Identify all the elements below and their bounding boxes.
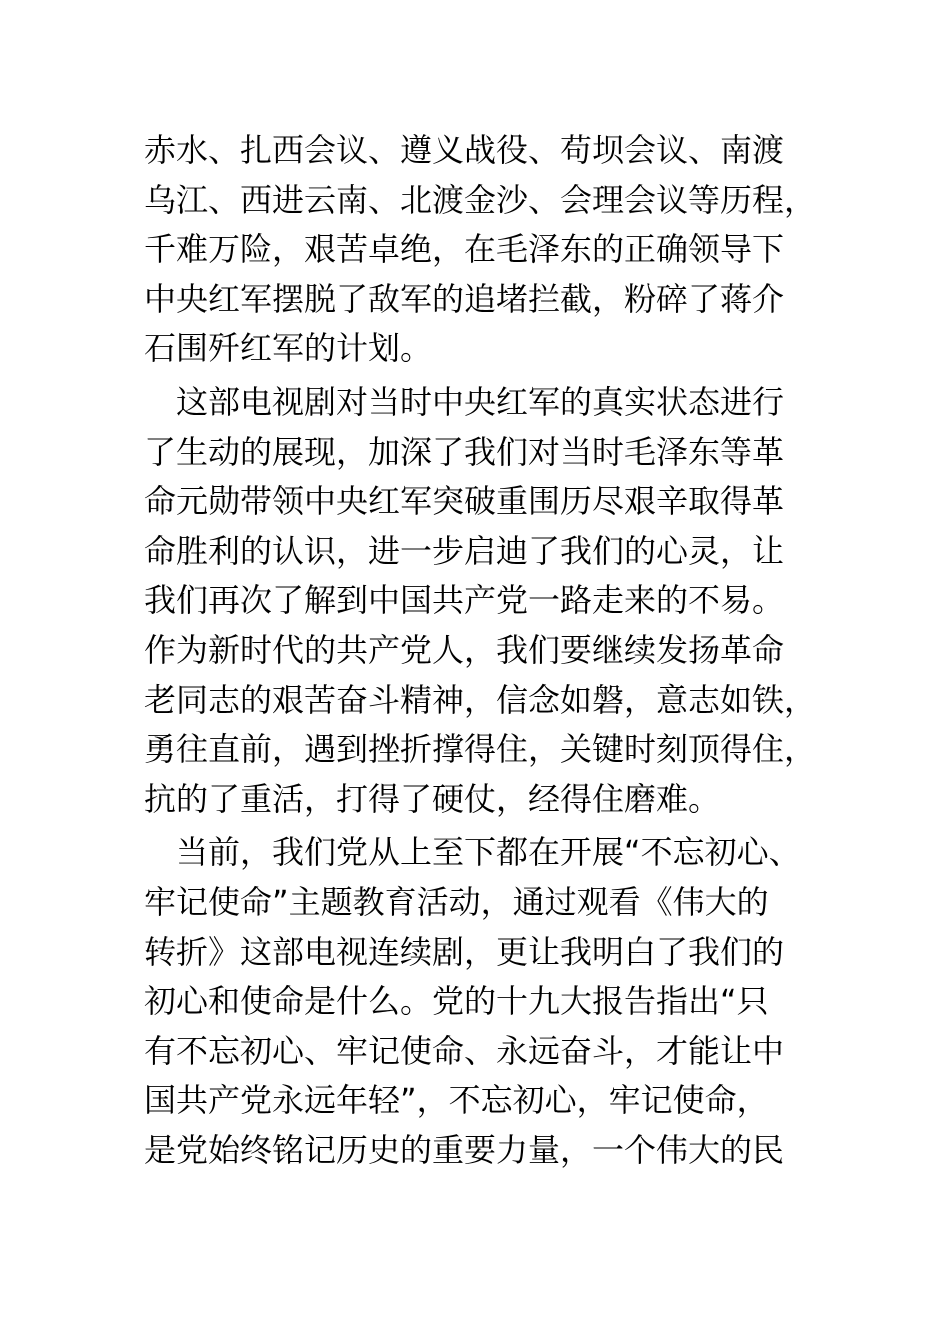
paragraph-2 xyxy=(144,378,817,824)
text-line: 当前，我们党从上至下都在开展“不忘初心、 xyxy=(144,833,801,872)
paragraph-1 xyxy=(144,126,817,374)
text-line: 是党始终铭记历史的重要力量，一个伟大的民 xyxy=(144,1130,785,1169)
paragraph-3 xyxy=(144,828,806,1175)
text-line: 了生动的展现，加深了我们对当时毛泽东等革 xyxy=(144,432,785,471)
text-line: 牢记使命”主题教育活动，通过观看《伟大的 xyxy=(144,882,769,921)
text-line: 抗的了重活，打得了硬仗，经得住磨难。 xyxy=(144,779,721,818)
text-line: 初心和使命是什么。党的十九大报告指出“只 xyxy=(144,982,769,1021)
text-line: 赤水、扎西会议、遵义战役、苟坝会议、南渡 xyxy=(144,131,785,169)
text-line: 千难万险，艰苦卓绝，在毛泽东的正确领导下 xyxy=(144,230,785,269)
text-line: 中央红军摆脱了敌军的追堵拦截，粉碎了蒋介 xyxy=(144,279,785,318)
text-line: 有不忘初心、牢记使命、永远奋斗，才能让中 xyxy=(144,1031,785,1070)
text-line: 国共产党永远年轻”，不忘初心，牢记使命， xyxy=(144,1081,769,1120)
text-line: 作为新时代的共产党人，我们要继续发扬革命 xyxy=(144,630,785,669)
text-line: 乌江、西进云南、北渡金沙、会理会议等历程， xyxy=(144,180,817,219)
text-line: 转折》这部电视连续剧，更让我明白了我们的 xyxy=(144,932,785,971)
text-line: 这部电视剧对当时中央红军的真实状态进行 xyxy=(144,382,785,421)
text-line: 命元勋带领中央红军突破重围历尽艰辛取得革 xyxy=(144,482,785,521)
text-line: 石围歼红军的计划。 xyxy=(144,329,433,368)
text-line: 勇往直前，遇到挫折撑得住，关键时刻顶得住， xyxy=(144,730,817,769)
text-line: 我们再次了解到中国共产党一路走来的不易。 xyxy=(144,581,785,620)
document-body xyxy=(144,126,817,1175)
text-line: 老同志的艰苦奋斗精神，信念如磐，意志如铁， xyxy=(144,680,817,719)
text-line: 命胜利的认识，进一步启迪了我们的心灵，让 xyxy=(144,531,785,570)
